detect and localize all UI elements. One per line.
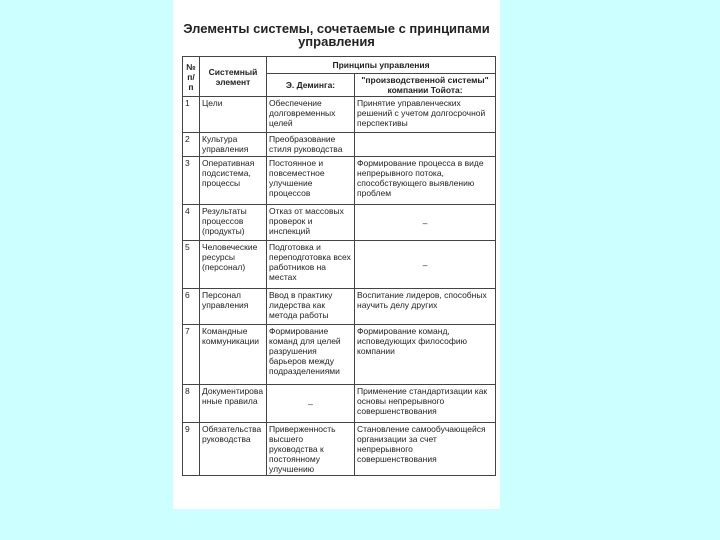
table-row [183,423,496,476]
header-element: Системный элемент [200,57,267,97]
row-element: Персонал управления [200,289,267,325]
row-toyota: Применение стандартизации как основы непрерывного совершенствования [355,385,496,423]
row-toyota: Становление самообучающейся организации за счет непрерывного совершенствования [355,423,496,476]
row-deming: Обеспечение долговременных целей [267,97,355,133]
principles-table [182,56,496,476]
row-toyota: – [355,205,496,241]
table-row [183,289,496,325]
header-num: № п/п [183,57,200,97]
row-num: 2 [183,133,200,157]
row-element: Человеческие ресурсы (персонал) [200,241,267,289]
header-deming: Э. Деминга: [267,74,355,97]
row-toyota: Воспитание лидеров, способных научить делу других [355,289,496,325]
row-element: Оперативная подсистема, процессы [200,157,267,205]
document-page [173,0,500,509]
header-toyota: "производственной системы" компании Тойота: [355,74,496,97]
table-row [183,205,496,241]
title-line-1: Элементы системы, сочетаемые с принципами [183,21,490,36]
row-num: 3 [183,157,200,205]
row-toyota: Формирование процесса в виде непрерывного потока, способствующего выявлению проблем [355,157,496,205]
table-row [183,241,496,289]
row-deming: Формирование команд для целей разрушения барьеров между подразделениями [267,325,355,385]
table-row [183,385,496,423]
row-toyota: – [355,241,496,289]
table-row [183,133,496,157]
row-toyota: Принятие управленческих решений с учетом долгосрочной перспективы [355,97,496,133]
title-line-2: управления [298,34,375,49]
row-element: Результаты процессов (продукты) [200,205,267,241]
row-element: Обязательства руководства [200,423,267,476]
row-deming: – [267,385,355,423]
row-toyota [355,133,496,157]
row-num: 8 [183,385,200,423]
row-element: Цели [200,97,267,133]
row-deming: Постоянное и повсеместное улучшение процессов [267,157,355,205]
table-row [183,97,496,133]
table-row [183,157,496,205]
row-element: Документированные правила [200,385,267,423]
row-deming: Ввод в практику лидерства как метода работы [267,289,355,325]
row-num: 4 [183,205,200,241]
row-num: 7 [183,325,200,385]
row-deming: Преобразование стиля руководства [267,133,355,157]
row-num: 1 [183,97,200,133]
page-title [173,22,500,48]
row-element: Командные коммуникации [200,325,267,385]
row-element: Культура управления [200,133,267,157]
row-toyota: Формирование команд, исповедующих философию компании [355,325,496,385]
row-deming: Подготовка и переподготовка всех работников на местах [267,241,355,289]
table-row [183,325,496,385]
header-principles: Принципы управления [267,57,496,74]
row-deming: Приверженность высшего руководства к постоянному улучшению [267,423,355,476]
row-num: 9 [183,423,200,476]
row-num: 6 [183,289,200,325]
row-deming: Отказ от массовых проверок и инспекций [267,205,355,241]
row-num: 5 [183,241,200,289]
